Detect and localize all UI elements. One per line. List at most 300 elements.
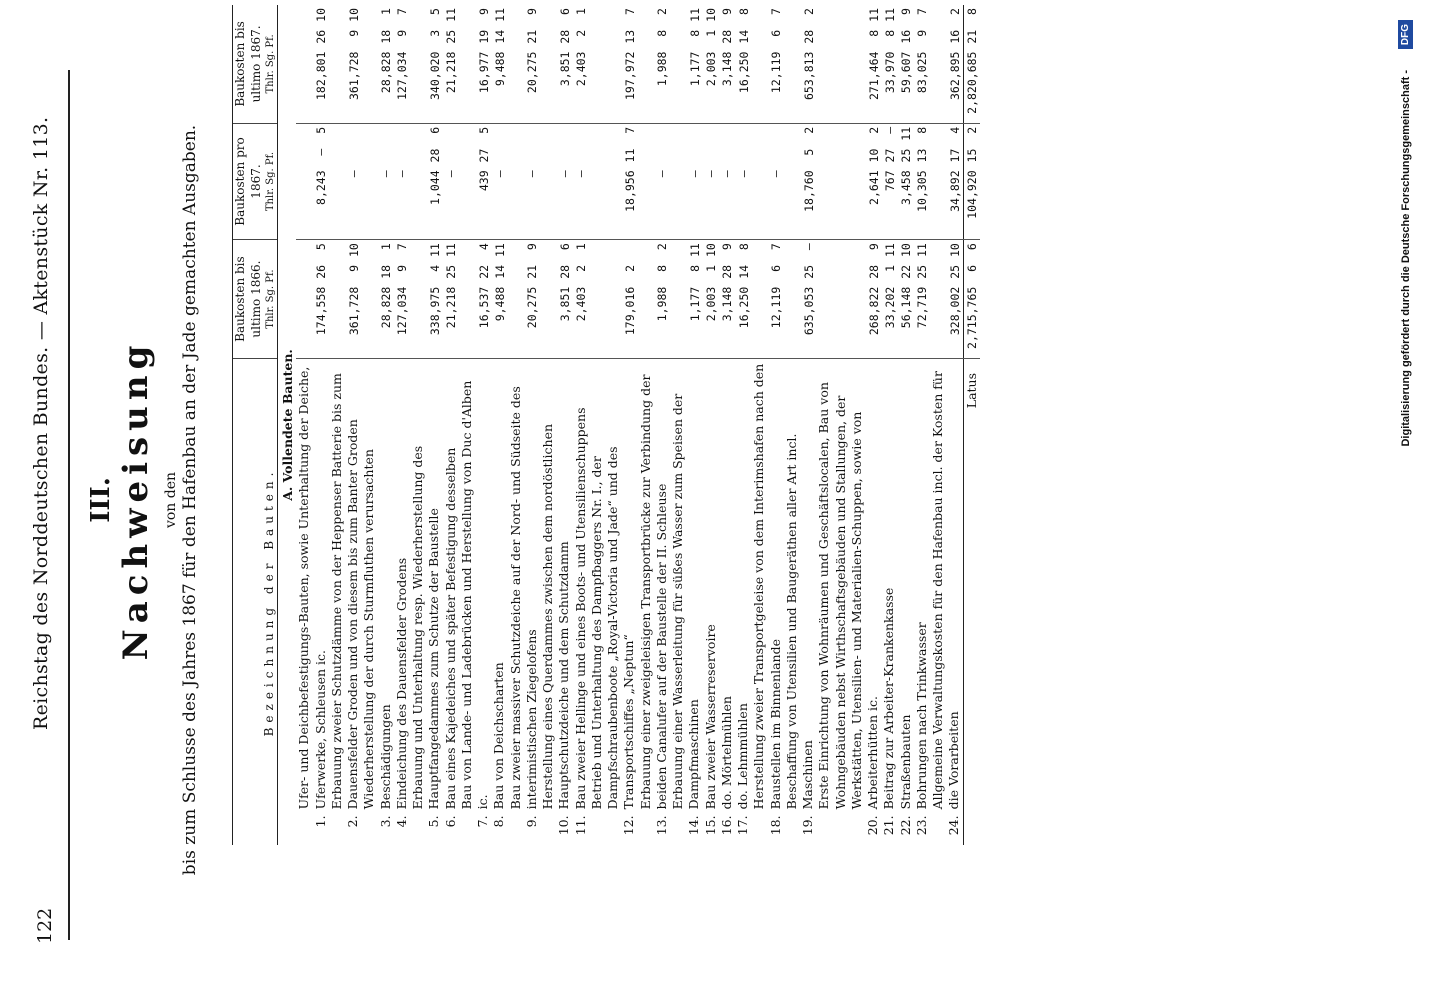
cell-a2: 14 bbox=[736, 264, 751, 279]
cell-c3: 11 bbox=[492, 8, 507, 22]
cell-a3: 6 bbox=[557, 243, 572, 251]
cell-c2: 19 bbox=[476, 29, 491, 44]
table-row bbox=[881, 5, 897, 845]
running-title: Reichstag des Norddeutschen Bundes. — Aktenstück Nr. 113. bbox=[30, 116, 52, 730]
cell-n: 18. bbox=[767, 815, 783, 836]
cell-b: 18,760 bbox=[784, 167, 817, 239]
cell-c3: 1 bbox=[379, 8, 393, 15]
cell-b3 bbox=[638, 123, 671, 145]
cell-a: 33,202 bbox=[881, 284, 897, 359]
table-row bbox=[719, 5, 735, 845]
cell-n: 16. bbox=[718, 815, 734, 836]
cell-n: 15. bbox=[702, 815, 718, 836]
cell-b3: 2 bbox=[866, 126, 881, 134]
cell-d: do. Lehmmühlen bbox=[735, 703, 751, 810]
cell-c: 21,218 bbox=[443, 49, 459, 124]
cell-b3: 11 bbox=[899, 126, 913, 141]
cell-a3: 11 bbox=[444, 243, 458, 258]
cell-n: 14. bbox=[686, 815, 702, 836]
cell-c3: 7 bbox=[769, 8, 783, 15]
table-row bbox=[361, 5, 394, 845]
cell-a2: 1 bbox=[704, 264, 718, 272]
cell-c: 9,488 bbox=[491, 49, 507, 124]
cell-d: Erbauung zweier Schutzdämme von der Heppenser Batterie bis zum Dauensfelder Groden und von diesem bis zum Banter Groden bbox=[328, 373, 361, 810]
cell-d: Bau eines Kajedeiches und später Befestigung desselben bbox=[442, 447, 458, 810]
cell-n: 5. bbox=[426, 815, 442, 828]
latus-label: Latus bbox=[963, 358, 980, 812]
cell-b: — bbox=[638, 167, 671, 239]
cell-n: 4. bbox=[393, 815, 409, 828]
cell-a: 28,828 bbox=[361, 284, 394, 359]
table-row bbox=[394, 5, 410, 845]
table-row bbox=[508, 5, 541, 845]
cell-a: 16,537 bbox=[459, 284, 492, 359]
cell-c2: 25 bbox=[444, 29, 458, 44]
cell-b: — bbox=[491, 167, 507, 239]
cell-a2: 14 bbox=[492, 264, 507, 279]
cell-b2: 13 bbox=[915, 148, 930, 163]
table-row bbox=[735, 5, 751, 845]
cell-c: 362,895 bbox=[930, 49, 963, 124]
cell-a2: 25 bbox=[947, 264, 962, 279]
title-von-den: von den bbox=[163, 471, 179, 529]
cell-d: Allgemeine Verwaltungskosten für den Hafenbau incl. der Kosten für die Vorarbeiten bbox=[930, 371, 962, 810]
cell-a2: 28 bbox=[557, 264, 572, 279]
latus-a: 2,715,765 bbox=[963, 284, 980, 359]
cell-b3 bbox=[719, 123, 735, 145]
cell-c2: 1 bbox=[704, 29, 718, 37]
table-row bbox=[638, 5, 671, 845]
table-row bbox=[540, 5, 573, 845]
cell-c3: 9 bbox=[720, 8, 735, 15]
cell-b2: 27 bbox=[882, 148, 897, 163]
cell-b: — bbox=[735, 167, 751, 239]
table-row bbox=[443, 5, 459, 845]
cell-n: 7. bbox=[475, 815, 491, 828]
cell-a3: 11 bbox=[427, 243, 442, 258]
cell-c: 16,250 bbox=[735, 49, 751, 124]
cell-a2: 1 bbox=[882, 264, 897, 272]
cell-b: 34,892 bbox=[930, 167, 963, 239]
cell-c2: 9 bbox=[346, 29, 361, 37]
cell-c: 653,813 bbox=[784, 49, 817, 124]
cell-a: 1,988 bbox=[638, 284, 671, 359]
cell-c3: 7 bbox=[622, 8, 637, 15]
cell-b: 10,305 bbox=[914, 167, 930, 239]
cell-a3: 11 bbox=[687, 243, 702, 258]
cell-n: 23. bbox=[913, 815, 929, 836]
header-rule bbox=[68, 70, 70, 940]
cell-n: 2. bbox=[345, 815, 361, 828]
cell-c2: 8 bbox=[866, 29, 881, 37]
cell-c3: 7 bbox=[915, 8, 930, 15]
cell-c2: 26 bbox=[314, 29, 328, 44]
cell-d: Erbauung einer Wasserleitung für süßes Wasser zum Speisen der Dampfmaschinen bbox=[670, 393, 702, 810]
cell-a3: 4 bbox=[476, 243, 491, 251]
cell-b3 bbox=[573, 123, 589, 145]
cell-c: 20,275 bbox=[508, 49, 541, 124]
cell-n: 12. bbox=[621, 815, 637, 836]
latus-row bbox=[963, 5, 980, 845]
cell-b2: 17 bbox=[947, 148, 962, 163]
cell-c: 28,828 bbox=[361, 49, 394, 124]
cell-c2: 9 bbox=[395, 29, 410, 37]
cell-c2: 8 bbox=[882, 29, 897, 37]
cell-c3: 10 bbox=[314, 8, 328, 22]
cell-d: Bau zweier massiver Schutzdeiche auf der Nord- und Südseite des interimistischen Ziegelofens bbox=[507, 386, 539, 810]
col-header-1867 bbox=[233, 123, 278, 239]
cell-n: 6. bbox=[442, 815, 458, 828]
table-row bbox=[459, 5, 492, 845]
cell-b: — bbox=[719, 167, 735, 239]
cell-a: 1,177 bbox=[670, 284, 703, 359]
cell-b: — bbox=[540, 167, 573, 239]
cell-c2: 28 bbox=[801, 29, 816, 44]
cell-c2: 28 bbox=[720, 29, 735, 44]
cell-c2: 18 bbox=[379, 29, 393, 44]
table-row bbox=[589, 5, 638, 845]
cell-b3: 7 bbox=[622, 126, 637, 134]
cell-b: — bbox=[329, 167, 362, 239]
cell-a3: 2 bbox=[655, 243, 670, 251]
cell-c3: 10 bbox=[346, 8, 361, 22]
cell-b: — bbox=[443, 167, 459, 239]
latus-c3: 8 bbox=[963, 5, 980, 27]
cell-d: do. Mörtelmühlen bbox=[718, 696, 734, 810]
cell-a: 20,275 bbox=[508, 284, 541, 359]
cell-a3: 7 bbox=[769, 243, 783, 251]
cell-n: 13. bbox=[653, 815, 669, 836]
cell-a: 2,403 bbox=[573, 284, 589, 359]
cell-b2: 10 bbox=[866, 148, 881, 163]
cell-a: 2,003 bbox=[703, 284, 719, 359]
cell-a2: 25 bbox=[444, 264, 458, 279]
cell-a3: 11 bbox=[915, 243, 930, 258]
cell-b2 bbox=[329, 146, 362, 168]
cell-a2: 25 bbox=[915, 264, 930, 279]
expenditure-table bbox=[232, 5, 980, 845]
cell-c: 3,148 bbox=[719, 49, 735, 124]
cell-n: 21. bbox=[881, 815, 897, 836]
latus-a3: 6 bbox=[963, 240, 980, 262]
cell-a: 72,719 bbox=[914, 284, 930, 359]
table-row bbox=[296, 5, 329, 845]
cell-d: Bohrungen nach Trinkwasser bbox=[913, 622, 929, 810]
cell-a3: 8 bbox=[736, 243, 751, 251]
cell-c3: 7 bbox=[395, 8, 410, 15]
cell-b2 bbox=[670, 146, 703, 168]
cell-a2: 22 bbox=[476, 264, 491, 279]
cell-c2: 8 bbox=[687, 29, 702, 37]
cell-a: 12,119 bbox=[751, 284, 784, 359]
cell-a: 9,488 bbox=[491, 284, 507, 359]
cell-a: 338,975 bbox=[410, 284, 443, 359]
cell-a: 174,558 bbox=[296, 284, 329, 359]
cell-n: 19. bbox=[800, 815, 816, 836]
cell-a: 56,148 bbox=[898, 284, 914, 359]
cell-b3: 6 bbox=[427, 126, 442, 134]
cell-b2 bbox=[573, 146, 589, 168]
cell-a2: 2 bbox=[574, 264, 588, 272]
cell-b3 bbox=[394, 123, 410, 145]
cell-n: 3. bbox=[377, 815, 393, 828]
cell-a3: 9 bbox=[866, 243, 881, 251]
cell-b2 bbox=[735, 146, 751, 168]
cell-b: — bbox=[751, 167, 784, 239]
table-row bbox=[816, 5, 881, 845]
title-subtitle: bis zum Schlusse des Jahres 1867 für den Hafenbau an der Jade gemachten Ausgaben. bbox=[180, 124, 200, 876]
cell-c: 340,020 bbox=[410, 49, 443, 124]
col-header-total bbox=[233, 5, 278, 123]
cell-c2: 9 bbox=[915, 29, 930, 37]
cell-n: 20. bbox=[865, 815, 881, 836]
col-header-1867-label: Baukosten pro 1867. bbox=[233, 137, 263, 226]
cell-b3 bbox=[751, 123, 784, 145]
cell-b2 bbox=[508, 146, 541, 168]
cell-c: 1,988 bbox=[638, 49, 671, 124]
cell-a3: 10 bbox=[899, 243, 913, 258]
cell-a2: 4 bbox=[427, 264, 442, 272]
page-number: 122 bbox=[34, 907, 56, 944]
cell-b3: 5 bbox=[314, 126, 328, 134]
cell-a2: 28 bbox=[866, 264, 881, 279]
cell-c: 1,177 bbox=[670, 49, 703, 124]
cell-c3: 9 bbox=[525, 8, 540, 15]
cell-n: 10. bbox=[556, 815, 572, 836]
cell-c: 197,972 bbox=[589, 49, 638, 124]
cell-n: 8. bbox=[491, 815, 507, 828]
cell-a3: 7 bbox=[395, 243, 410, 251]
cell-b3 bbox=[540, 123, 573, 145]
cell-d: Bau zweier Hellinge und eines Boots- und Utensilienschuppens bbox=[572, 407, 588, 810]
cell-a3: 11 bbox=[492, 243, 507, 258]
cell-n: 9. bbox=[523, 815, 539, 828]
cell-b: — bbox=[670, 167, 703, 239]
cell-c: 2,403 bbox=[573, 49, 589, 124]
cell-a: 268,822 bbox=[816, 284, 881, 359]
cell-d: Eindeichung des Dauensfelder Grodens bbox=[393, 557, 409, 810]
cell-a: 21,218 bbox=[443, 284, 459, 359]
cell-b: 8,243 bbox=[296, 167, 329, 239]
cell-c3: 2 bbox=[655, 8, 670, 15]
cell-d: Herstellung eines Querdammes zwischen dem nordöstlichen Hauptschutzdeiche und dem Schutzdamm bbox=[540, 423, 572, 810]
cell-a: 635,053 bbox=[784, 284, 817, 359]
cell-a3 bbox=[589, 240, 638, 262]
cell-c3: 11 bbox=[444, 8, 458, 22]
table-row bbox=[329, 5, 362, 845]
cell-b3 bbox=[329, 123, 362, 145]
cell-b3 bbox=[443, 123, 459, 145]
cell-c: 2,003 bbox=[703, 49, 719, 124]
cell-a: 127,034 bbox=[394, 284, 410, 359]
cell-b3: 5 bbox=[476, 126, 491, 134]
cell-b2: — bbox=[314, 148, 328, 156]
cell-c2: 14 bbox=[736, 29, 751, 44]
cell-b2 bbox=[638, 146, 671, 168]
cell-c: 16,977 bbox=[459, 49, 492, 124]
cell-a2: 28 bbox=[720, 264, 735, 279]
cell-d: Bau von Deichscharten bbox=[491, 662, 507, 810]
cell-b2 bbox=[540, 146, 573, 168]
cell-d: Straßenbauten bbox=[897, 714, 913, 810]
cell-b3 bbox=[735, 123, 751, 145]
cell-a3: 10 bbox=[346, 243, 361, 258]
cell-a3: 11 bbox=[882, 243, 897, 258]
col-header-total-label: Baukosten bis ultimo 1867. bbox=[233, 21, 263, 107]
table-row bbox=[703, 5, 719, 845]
cell-c2: 3 bbox=[427, 29, 442, 37]
latus-a2: 6 bbox=[963, 262, 980, 284]
cell-c3: 6 bbox=[557, 8, 572, 15]
cell-a: 361,728 bbox=[329, 284, 362, 359]
cell-c3: 5 bbox=[427, 8, 442, 15]
cell-b3: 4 bbox=[947, 126, 962, 134]
cell-b3 bbox=[670, 123, 703, 145]
cell-b2: 25 bbox=[899, 148, 913, 163]
cell-c3: 11 bbox=[882, 8, 897, 22]
latus-c: 2,820,685 bbox=[963, 49, 980, 124]
table-row bbox=[670, 5, 703, 845]
latus-b2: 15 bbox=[963, 146, 980, 168]
cell-b: 767 bbox=[881, 167, 897, 239]
cell-b: — bbox=[703, 167, 719, 239]
cell-c2: 6 bbox=[769, 29, 783, 37]
cell-a: 3,148 bbox=[719, 284, 735, 359]
cell-n: 1. bbox=[312, 815, 328, 828]
cell-a2: 9 bbox=[395, 264, 410, 272]
table-body bbox=[278, 5, 964, 845]
table-row bbox=[784, 5, 817, 845]
cell-b2 bbox=[361, 146, 394, 168]
cell-c3: 2 bbox=[801, 8, 816, 15]
digitization-note bbox=[1398, 0, 1418, 1000]
cell-a2: 22 bbox=[899, 264, 913, 279]
cell-a: 179,016 bbox=[589, 284, 638, 359]
col-header-description: Bezeichnung der Bauten. bbox=[233, 358, 278, 845]
cell-c: 127,034 bbox=[394, 49, 410, 124]
latus-spacer bbox=[963, 812, 980, 845]
cell-d: Ufer- und Deichbefestigungs-Bauten, sowie Unterhaltung der Deiche, Uferwerke, Schleusen ic. bbox=[296, 366, 328, 810]
cell-d: Erste Einrichtung von Wohnräumen und Geschäftslocalen, Bau von Wohngebäuden nebst Wirthschaftsgebäuden und Stallungen, der Werkstätten, Utensilien- und Materialien-Schuppen, sowie von Arbeiterhütten ic. bbox=[816, 382, 881, 810]
cell-c3: 10 bbox=[704, 8, 718, 22]
cell-d: Bau von Lande- und Ladebrücken und Herstellung von Duc d'Alben ic. bbox=[458, 380, 491, 810]
cell-b: 2,641 bbox=[816, 167, 881, 239]
cell-c2: 8 bbox=[655, 29, 670, 37]
table-row bbox=[930, 5, 963, 845]
cell-c3: 1 bbox=[574, 8, 588, 15]
cell-c: 33,970 bbox=[881, 49, 897, 124]
page-header bbox=[0, 0, 75, 1000]
dfg-logo: DFG bbox=[1398, 20, 1413, 49]
cell-b3 bbox=[491, 123, 507, 145]
cell-d: Bau zweier Wasserreservoire bbox=[702, 624, 718, 810]
cell-a3: 1 bbox=[379, 243, 393, 251]
cell-a2: 6 bbox=[769, 264, 783, 272]
cell-a: 3,851 bbox=[540, 284, 573, 359]
table-row bbox=[898, 5, 914, 845]
cell-b2 bbox=[751, 146, 784, 168]
cell-c: 361,728 bbox=[329, 49, 362, 124]
table-row bbox=[751, 5, 784, 845]
cell-c2: 21 bbox=[525, 29, 540, 44]
cell-b: 439 bbox=[459, 167, 492, 239]
latus-c2: 21 bbox=[963, 27, 980, 49]
cell-c2: 14 bbox=[492, 29, 507, 44]
latus-b: 104,920 bbox=[963, 167, 980, 239]
cell-a: 16,250 bbox=[735, 284, 751, 359]
cell-b3 bbox=[508, 123, 541, 145]
cell-c3: 9 bbox=[899, 8, 913, 15]
cell-b3: 8 bbox=[915, 126, 930, 134]
cell-c3: 2 bbox=[947, 8, 962, 15]
cell-c3: 11 bbox=[866, 8, 881, 22]
cell-n: 24. bbox=[946, 815, 962, 836]
cell-c3: 8 bbox=[736, 8, 751, 15]
cell-c: 83,025 bbox=[914, 49, 930, 124]
cell-c: 182,801 bbox=[296, 49, 329, 124]
cell-n: 17. bbox=[735, 815, 751, 836]
cell-a2: 8 bbox=[655, 264, 670, 272]
cell-c: 12,119 bbox=[751, 49, 784, 124]
cell-d: Betrieb und Unterhaltung des Dampfbaggers Nr. I., der Dampfschraubenboote „Royal-Victoria und Jade“ und des Transportschiffes „Neptun“ bbox=[588, 446, 637, 810]
cell-n: 22. bbox=[897, 815, 913, 836]
cell-a2: 18 bbox=[379, 264, 393, 279]
cell-a3: 5 bbox=[314, 243, 328, 251]
cell-b2 bbox=[491, 146, 507, 168]
cell-b: — bbox=[394, 167, 410, 239]
cell-a2: 26 bbox=[314, 264, 328, 279]
col-header-1866 bbox=[233, 240, 278, 359]
col-header-1866-units: Thlr. Sg. Pf. bbox=[265, 269, 277, 329]
cell-c: 59,607 bbox=[898, 49, 914, 124]
cell-d: Herstellung zweier Transportgeleise von dem Interimshafen nach den Baustellen im Binnenlande bbox=[751, 363, 783, 810]
cell-c3: 11 bbox=[687, 8, 702, 22]
title-roman: III. bbox=[86, 477, 116, 523]
cell-b: — bbox=[573, 167, 589, 239]
col-header-total-units: Thlr. Sg. Pf. bbox=[265, 34, 277, 94]
cell-c: 3,851 bbox=[540, 49, 573, 124]
cell-n: 11. bbox=[572, 815, 588, 836]
cell-b: 18,956 bbox=[589, 167, 638, 239]
cell-b3 bbox=[361, 123, 394, 145]
table-row bbox=[573, 5, 589, 845]
digitization-text: Digitalisierung gefördert durch die Deutsche Forschungsgemeinschaft - bbox=[1400, 70, 1412, 447]
latus-b3: 2 bbox=[963, 123, 980, 145]
cell-b2 bbox=[394, 146, 410, 168]
col-header-1866-label: Baukosten bis ultimo 1866. bbox=[233, 256, 263, 342]
cell-c2: 28 bbox=[557, 29, 572, 44]
cell-b3: — bbox=[882, 126, 897, 134]
cell-b2: 27 bbox=[476, 148, 491, 163]
cell-a2: 25 bbox=[801, 264, 816, 279]
cell-a2: 9 bbox=[346, 264, 361, 272]
cell-d: Erbauung einer zweigeleisigen Transportbrücke zur Verbindung der beiden Canalufer auf der Baustelle der II. Schleuse bbox=[637, 374, 669, 810]
cell-b2: 11 bbox=[622, 148, 637, 163]
cell-a3: 10 bbox=[947, 243, 962, 258]
col-header-1867-units: Thlr. Sg. Pf. bbox=[265, 151, 277, 212]
cell-a2: 21 bbox=[525, 264, 540, 279]
cell-a3: 10 bbox=[704, 243, 718, 258]
cell-a3: 1 bbox=[574, 243, 588, 251]
cell-b2 bbox=[443, 146, 459, 168]
table-row bbox=[410, 5, 443, 845]
cell-b3 bbox=[703, 123, 719, 145]
cell-c2: 13 bbox=[622, 29, 637, 44]
cell-c3: 9 bbox=[476, 8, 491, 15]
cell-b3: 2 bbox=[801, 126, 816, 134]
cell-c2: 16 bbox=[899, 29, 913, 44]
cell-a: 328,002 bbox=[930, 284, 963, 359]
